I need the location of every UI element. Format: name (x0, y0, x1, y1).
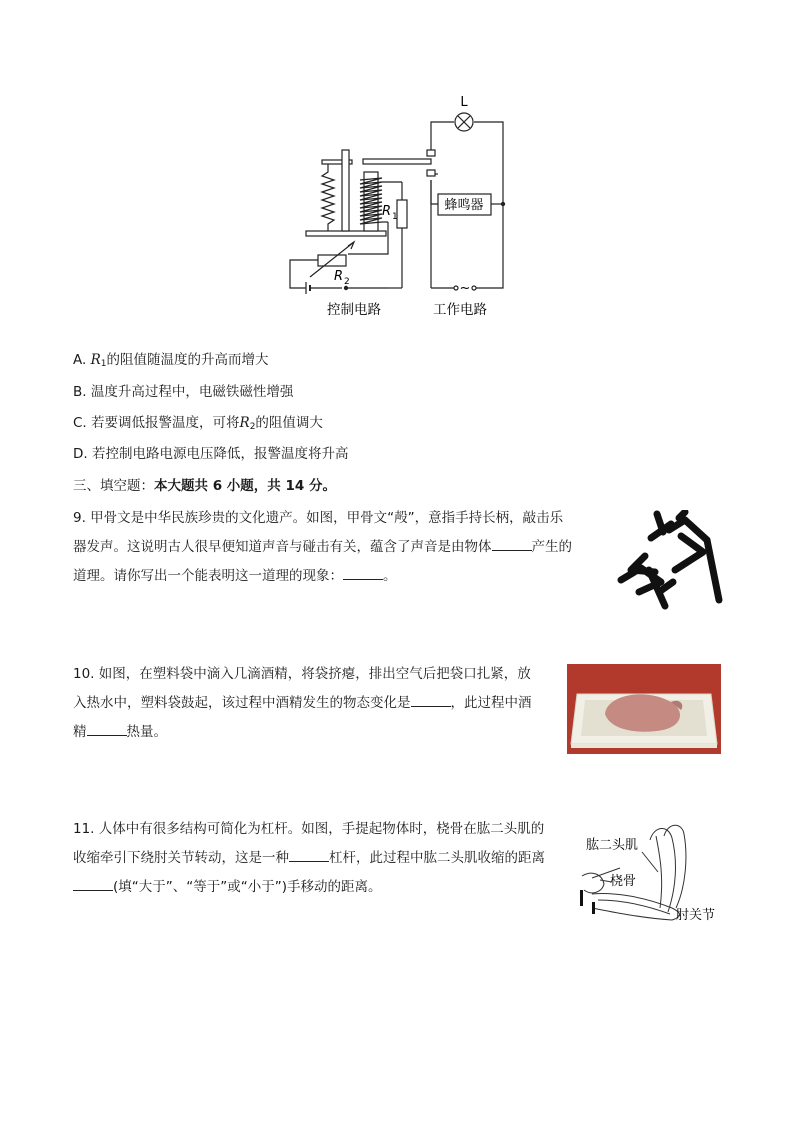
oracle-bone-character-image (615, 510, 725, 614)
biceps-label: 肱二头肌 (586, 838, 639, 853)
r2-letter: R (334, 269, 344, 284)
answer-blank[interactable] (289, 847, 329, 862)
question-10: 10. 如图，在塑料袋中滴入几滴酒精，将袋挤瘪，排出空气后把袋口扎紧，放 入热水中，塑料袋鼓起，该过程中酒精发生的物态变化是 ，此过程中酒 精 热量。 (73, 666, 532, 740)
option-a: A. $R_1$的阻值随温度的升高而增大 (73, 352, 269, 369)
section-heading: 三、填空题：本大题共 6 小题，共 14 分。 (73, 478, 336, 494)
ac-symbol: ~ (459, 281, 471, 296)
r1-letter: R (382, 204, 392, 219)
work-circuit-label: 工作电路 (433, 302, 487, 318)
question-11: 11. 人体中有很多结构可简化为杠杆。如图，手提起物体时，桡骨在肱二头肌的 收缩牵引下绕肘关节转动，这是一种 杠杆，此过程中肱二头肌收缩的距离 (填“大于”、“等于”或“小于”)手移动的距离。 (73, 821, 545, 895)
option-d: D. 若控制电路电源电压降低，报警温度将升高 (73, 446, 349, 462)
plastic-bag-photo (567, 664, 721, 754)
buzzer-label: 蜂鸣器 (444, 198, 484, 213)
option-b: B. 温度升高过程中，电磁铁磁性增强 (73, 384, 294, 400)
circuit-diagram (278, 92, 518, 324)
option-c: C. 若要调低报警温度，可将$R_2$的阻值调大 (73, 415, 323, 432)
lamp-label: L (460, 95, 468, 110)
control-circuit-label: 控制电路 (327, 302, 381, 318)
answer-blank[interactable] (411, 692, 451, 707)
r1-subscript: 1 (392, 212, 398, 222)
answer-blank[interactable] (343, 565, 383, 580)
answer-blank[interactable] (87, 721, 127, 736)
answer-blank[interactable] (492, 536, 532, 551)
answer-blank[interactable] (73, 876, 113, 891)
radius-label: 桡骨 (610, 874, 637, 889)
elbow-label: 肘关节 (676, 908, 716, 923)
arm-lever-diagram (572, 816, 724, 926)
question-9: 9. 甲骨文是中华民族珍贵的文化遗产。如图，甲骨文“殸”，意指手持长柄，敲击乐 器发声。这说明古人很早便知道声音与碰击有关，蕴含了声音是由物体 产生的 道理。请你写出一个能表明这一道理的现象： 。 (73, 510, 572, 584)
r2-subscript: 2 (344, 277, 350, 287)
